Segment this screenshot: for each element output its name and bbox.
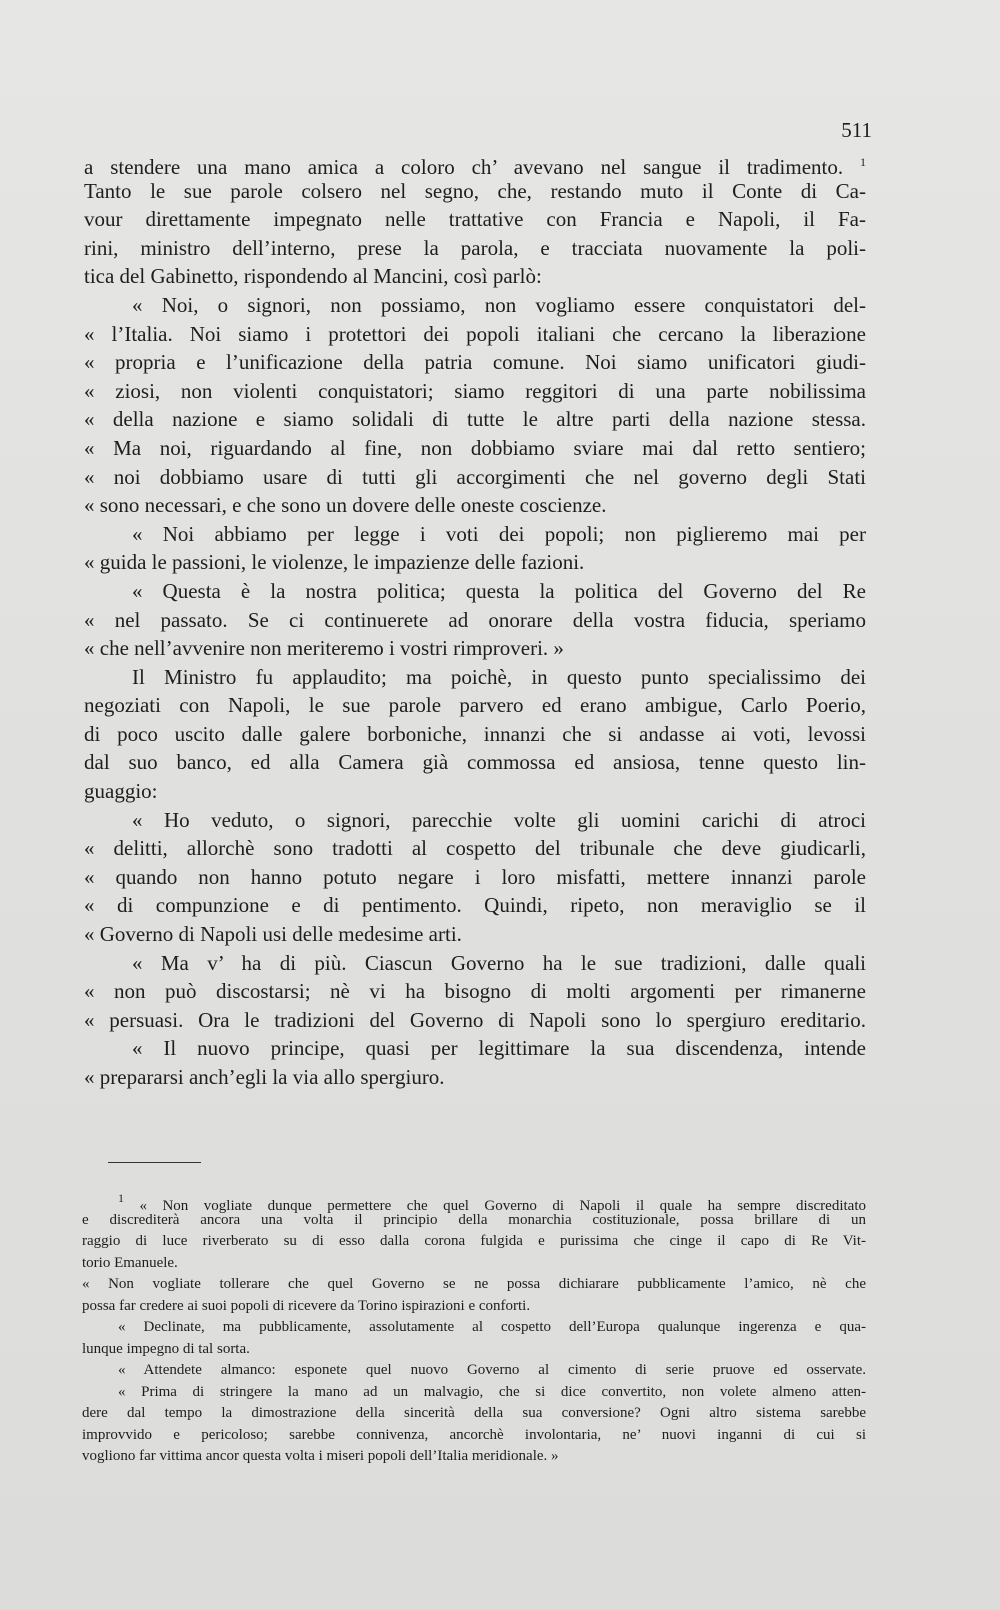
text-line-text: di poco uscito dalle galere borboniche, innanzi che si andasse ai voti, levossi: [84, 721, 866, 746]
text-line: [84, 977, 866, 1006]
text-line-text: « Questa è la nostra politica; questa la politica del Governo del Re: [132, 578, 866, 603]
text-line: [84, 920, 866, 949]
text-line: [84, 491, 866, 520]
text-line: [84, 1006, 866, 1035]
footnote-line: [82, 1425, 866, 1447]
footnote-reference: 1: [860, 155, 866, 169]
text-line-text: guaggio:: [84, 779, 158, 804]
footnote-separator: [108, 1162, 201, 1163]
footnote-line-text: e discrediterà ancora una volta il principio della monarchia costituzionale, possa brillare di un: [82, 1211, 866, 1228]
footnote-line-text: vogliono far vittima ancor questa volta i miseri popoli dell’Italia meridionale. »: [82, 1448, 559, 1464]
footnote-line-text: possa far credere ai suoi popoli di ricevere da Torino ispirazioni e conforti.: [82, 1297, 531, 1314]
footnote-line: [82, 1274, 866, 1296]
text-line: [84, 1063, 866, 1092]
text-line-text: « Noi abbiamo per legge i voti dei popoli; non piglieremo mai per: [132, 521, 866, 546]
footnote-line-text: « Prima di stringere la mano ad un malvagio, che si dice convertito, non volete almeno atten-: [118, 1383, 866, 1400]
text-line-text: « sono necessari, e che sono un dovere delle oneste coscienze.: [84, 493, 607, 518]
text-line: [84, 548, 866, 577]
text-line-text: « Noi, o signori, non possiamo, non vogliamo essere conquistatori del-: [132, 292, 866, 317]
text-line: [84, 891, 866, 920]
footnote-line: [82, 1317, 866, 1339]
text-line-text: « propria e l’unificazione della patria comune. Noi siamo unificatori giudi-: [84, 350, 866, 375]
text-line-text: negoziati con Napoli, le sue parole parvero ed erano ambigue, Carlo Poerio,: [84, 693, 866, 718]
text-line-text: « guida le passioni, le violenze, le impazienze delle fazioni.: [84, 550, 585, 575]
text-line: [84, 205, 866, 234]
text-line: [84, 234, 866, 263]
text-line-text: a stendere una mano amica a coloro ch’ avevano nel sangue il tradimento.: [84, 155, 844, 179]
text-line: [84, 463, 866, 492]
text-line: [84, 720, 866, 749]
footnote-line: [82, 1446, 866, 1468]
text-line-text: vour direttamente impegnato nelle trattative con Francia e Napoli, il Fa-: [84, 207, 866, 232]
text-line: [84, 777, 866, 806]
text-line-text: « ziosi, non violenti conquistatori; siamo reggitori di una parte nobilissima: [84, 378, 866, 403]
text-line-text: tica del Gabinetto, rispondendo al Mancini, così parlò:: [84, 264, 542, 289]
text-line: [84, 806, 866, 835]
text-line-text: « delitti, allorchè sono tradotti al cospetto del tribunale che deve giudicarli,: [84, 836, 866, 861]
text-line-text: « nel passato. Se ci continuerete ad onorare della vostra fiducia, speriamo: [84, 607, 866, 632]
footnote-line: [82, 1403, 866, 1425]
footnote-line: [82, 1188, 866, 1214]
text-line-text: « prepararsi anch’egli la via allo spergiuro.: [84, 1065, 445, 1089]
text-line: [84, 520, 866, 549]
footnote-line: [82, 1296, 866, 1318]
footnote-line-text: « Declinate, ma pubblicamente, assolutamente al cospetto dell’Europa qualunque ingerenza e qua-: [118, 1319, 866, 1335]
text-line: [84, 434, 866, 463]
footnotes: [82, 1188, 866, 1468]
text-line: [84, 691, 866, 720]
text-line-text: « che nell’avvenire non meriteremo i vostri rimproveri. »: [84, 636, 564, 661]
text-line-text: « Ma v’ ha di più. Ciascun Governo ha le sue tradizioni, dalle quali: [132, 950, 866, 975]
text-line-text: « Governo di Napoli usi delle medesime arti.: [84, 922, 462, 947]
text-line-text: Il Ministro fu applaudito; ma poichè, in questo punto specialissimo dei: [132, 664, 866, 689]
text-line-text: rini, ministro dell’interno, prese la parola, e tracciata nuovamente la poli-: [84, 235, 866, 260]
text-line-text: dal suo banco, ed alla Camera già commossa ed ansiosa, tenne questo lin-: [84, 750, 866, 775]
footnote-line-text: dere dal tempo la dimostrazione della sincerità della sua conversione? Ogni altro sistema sarebbe: [82, 1405, 866, 1421]
text-line: [84, 748, 866, 777]
text-line-text: « quando non hanno potuto negare i loro misfatti, mettere innanzi parole: [84, 864, 866, 889]
text-line: [84, 949, 866, 978]
text-line: [84, 320, 866, 349]
footnote-line: [82, 1382, 866, 1404]
footnote-line-text: « Attendete almanco: esponete quel nuovo Governo al cimento di serie pruove ed osservate.: [118, 1362, 866, 1378]
text-line-text: « di compunzione e di pentimento. Quindi, ripeto, non meraviglio se il: [84, 893, 866, 918]
footnote-line: [82, 1253, 866, 1275]
text-line: [84, 405, 866, 434]
text-line-text: « Ho veduto, o signori, parecchie volte gli uomini carichi di atroci: [132, 807, 866, 832]
text-line: [84, 863, 866, 892]
text-line: [84, 291, 866, 320]
text-line: [84, 577, 866, 606]
footnote-line: [82, 1231, 866, 1253]
footnote-line-text: torio Emanuele.: [82, 1254, 178, 1271]
text-line-text: « della nazione e siamo solidali di tutte le altre parti della nazione stessa.: [84, 407, 866, 432]
footnote-line-text: « Non vogliate dunque permettere che quel Governo di Napoli il quale ha sempre discreditato: [139, 1198, 866, 1214]
footnote-marker: 1: [118, 1191, 124, 1205]
text-line: [84, 606, 866, 635]
footnote-line-text: raggio di luce riverberato su di esso dalla corona fulgida e purissima che cinge il capo di Re Vit-: [82, 1233, 866, 1249]
main-text: [84, 148, 866, 1092]
footnote-line-text: improvvido e pericoloso; sarebbe connivenza, ancorchè involontaria, ne’ nuovi inganni di cui si: [82, 1426, 866, 1443]
text-line-text: « Ma noi, riguardando al fine, non dobbiamo sviare mai dal retto sentiero;: [84, 435, 866, 460]
text-line-text: Tanto le sue parole colsero nel segno, che, restando muto il Conte di Ca-: [84, 178, 866, 203]
text-line-text: « noi dobbiamo usare di tutti gli accorgimenti che nel governo degli Stati: [84, 464, 866, 489]
text-line: [84, 177, 866, 206]
footnote-line: [82, 1210, 866, 1232]
text-line: [84, 262, 866, 291]
text-line-text: « non può discostarsi; nè vi ha bisogno di molti argomenti per rimanerne: [84, 979, 866, 1004]
page-number: 511: [841, 118, 872, 142]
text-line: [84, 148, 866, 177]
footnote-line-text: lunque impegno di tal sorta.: [82, 1340, 250, 1357]
footnote-line: [82, 1339, 866, 1361]
text-line: [84, 1034, 866, 1063]
text-line-text: « Il nuovo principe, quasi per legittimare la sua discendenza, intende: [132, 1036, 866, 1061]
footnote-line: [82, 1360, 866, 1382]
text-line-text: « l’Italia. Noi siamo i protettori dei popoli italiani che cercano la liberazione: [84, 321, 866, 346]
text-line: [84, 377, 866, 406]
footnote-line-text: « Non vogliate tollerare che quel Governo se ne possa dichiarare pubblicamente l’amico, nè che: [82, 1276, 866, 1292]
text-line-text: « persuasi. Ora le tradizioni del Governo di Napoli sono lo spergiuro ereditario.: [84, 1007, 866, 1032]
text-line: [84, 663, 866, 692]
text-line: [84, 834, 866, 863]
text-line: [84, 348, 866, 377]
text-line: [84, 634, 866, 663]
